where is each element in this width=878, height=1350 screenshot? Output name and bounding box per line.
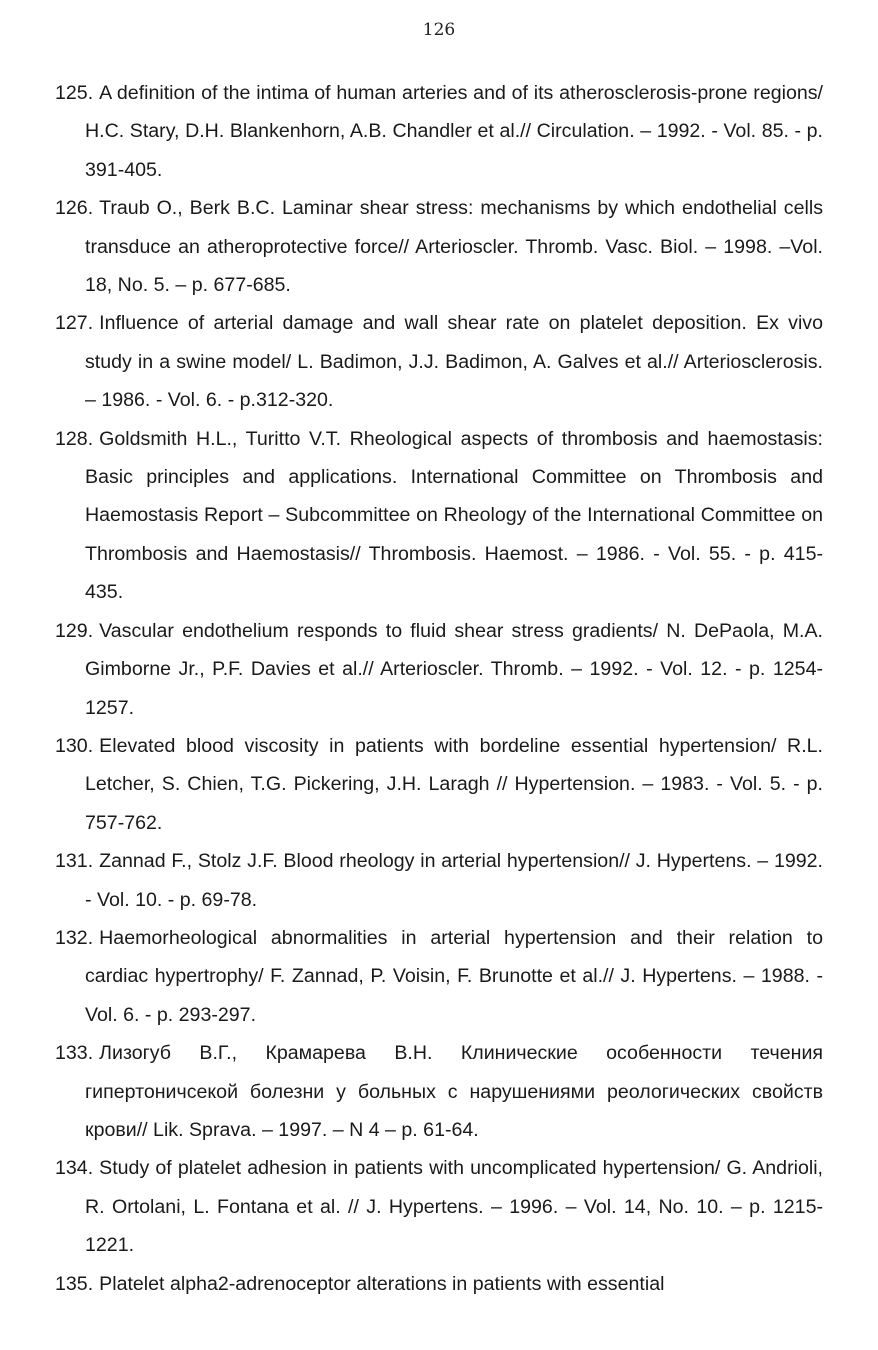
reference-text: Platelet alpha2-adrenoceptor alterations in patients with essential [99, 1272, 665, 1295]
reference-item [55, 727, 823, 842]
reference-number: 135. [55, 1272, 94, 1295]
reference-text: Goldsmith H.L., Turitto V.T. Rheological aspects of thrombosis and haemostasis: Basic principles and applications. International Committee on Thrombosis and Haemostasis Report – Subcommittee on Rheology of the International Committee on Thrombosis and Haemostasis// Thrombosis. Haemost. – 1986. - Vol. 55. - p. 415-435. [85, 427, 823, 604]
reference-item [55, 612, 823, 727]
reference-item [55, 304, 823, 419]
reference-text: Лизогуб В.Г., Крамарева В.Н. Клинические особенности течения гипертоничсекой болезни у больных с нарушениями реологических свойств крови// Lik. Sprava. – 1997. – N 4 – p. 61-64. [85, 1042, 823, 1141]
reference-number: 126. [55, 197, 94, 220]
reference-item [55, 420, 823, 612]
reference-number: 131. [55, 850, 94, 873]
reference-text: Elevated blood viscosity in patients with bordeline essential hypertension/ R.L. Letcher, S. Chien, T.G. Pickering, J.H. Laragh // Hypertension. – 1983. - Vol. 5. - p. 757-762. [85, 734, 823, 834]
page-number: 126 [422, 20, 456, 40]
reference-text: Study of platelet adhesion in patients with uncomplicated hypertension/ G. Andrioli, R. Ortolani, L. Fontana et al. // J. Hypertens. – 1996. – Vol. 14, No. 10. – p. 1215-1221. [85, 1157, 823, 1257]
reference-item [55, 74, 823, 189]
reference-text: A definition of the intima of human arteries and of its atherosclerosis-prone regions/ H.C. Stary, D.H. Blankenhorn, A.B. Chandler et al.// Circulation. – 1992. - Vol. 85. - p. 391-405. [85, 82, 823, 181]
reference-item [55, 842, 823, 919]
reference-number: 132. [55, 926, 94, 949]
reference-number: 129. [55, 619, 94, 642]
reference-list [55, 74, 823, 1303]
reference-number: 133. [55, 1042, 94, 1065]
reference-text: Traub O., Berk B.C. Laminar shear stress: mechanisms by which endothelial cells transduce an atheroprotective force// Arterioscler. Thromb. Vasc. Biol. – 1998. –Vol. 18, No. 5. – p. 677-685. [85, 197, 823, 297]
reference-number: 125. [55, 82, 94, 104]
reference-item [55, 1034, 823, 1149]
reference-text: Vascular endothelium responds to fluid shear stress gradients/ N. DePaola, M.A. Gimborne Jr., P.F. Davies et al.// Arterioscler. Thromb. – 1992. - Vol. 12. - p. 1254-1257. [85, 619, 823, 719]
reference-text: Influence of arterial damage and wall shear rate on platelet deposition. Ex vivo study in a swine model/ L. Badimon, J.J. Badimon, A. Galves et al.// Arteriosclerosis. – 1986. - Vol. 6. - p.312-320. [85, 312, 823, 412]
reference-number: 134. [55, 1157, 94, 1180]
reference-number: 127. [55, 312, 94, 335]
reference-text: Haemorheological abnormalities in arterial hypertension and their relation to cardiac hypertrophy/ F. Zannad, P. Voisin, F. Brunotte et al.// J. Hypertens. – 1988. - Vol. 6. - p. 293-297. [85, 926, 823, 1026]
reference-item [55, 189, 823, 304]
reference-item [55, 1265, 823, 1303]
reference-item [55, 919, 823, 1034]
reference-number: 128. [55, 427, 94, 450]
reference-item [55, 1149, 823, 1264]
reference-text: Zannad F., Stolz J.F. Blood rheology in arterial hypertension// J. Hypertens. – 1992. - Vol. 10. - p. 69-78. [85, 850, 823, 911]
reference-number: 130. [55, 734, 94, 757]
